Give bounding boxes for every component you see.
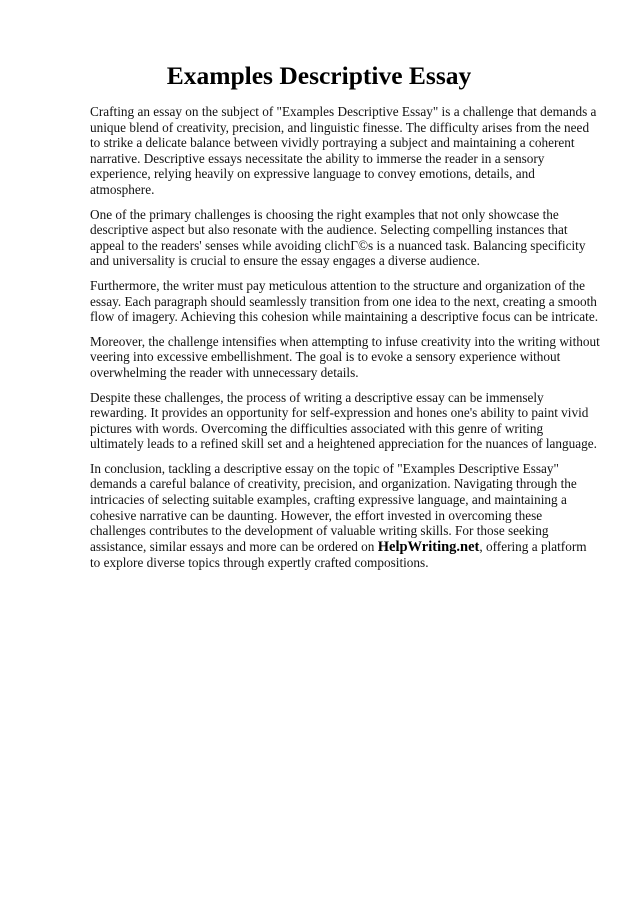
paragraph-examples: One of the primary challenges is choosing the right examples that not only showcase the descriptive aspect but also resonate with the audience. Selecting compelling instances that appeal to the readers' senses while avoiding clichΓ©s is a nuanced task. Balancing specificity and universality is crucial to ensure the essay engages a diverse audience.	[90, 206, 586, 269]
document-title: Examples Descriptive Essay	[166, 61, 472, 90]
conclusion-text-end: , offering a platform to explore diverse topics through expertly crafted compositions.	[90, 538, 587, 571]
paragraph-creativity: Moreover, the challenge intensifies when attempting to infuse creativity into the writing without veering into excessive embellishment. The goal is to evoke a sensory experience without overwhelming the reader with unnecessary details.	[90, 333, 600, 380]
conclusion-text: In conclusion, tackling a descriptive essay on the topic of "Examples Descriptive Essay" demands a careful balance of creativity, precision, and organization. Navigating through the intricacies of selecting suitable examples, crafting expressive language, and maintaining a cohesive narrative can be daunting. However, the effort invested in overcoming these challenges contributes to the development of valuable writing skills. For those seeking assistance, similar essays and more can be ordered on	[90, 460, 577, 554]
paragraph-intro: Crafting an essay on the subject of "Examples Descriptive Essay" is a challenge that demands a unique blend of creativity, precision, and linguistic finesse. The difficulty arises from the need to strike a delicate balance between vividly portraying a subject and maintaining a coherent narrative. Descriptive essays necessitate the ability to immerse the reader in a sensory experience, relying heavily on expressive language to convey emotions, details, and atmosphere.	[90, 104, 597, 197]
paragraph-structure: Furthermore, the writer must pay meticulous attention to the structure and organization of the essay. Each paragraph should seamlessly transition from one idea to the next, creating a smooth flow of imagery. Achieving this cohesion while maintaining a descriptive focus can be intricate.	[90, 277, 599, 325]
document-body	[90, 104, 600, 580]
helpwriting-link[interactable]: HelpWriting.net	[377, 538, 480, 555]
paragraph-rewards: Despite these challenges, the process of writing a descriptive essay can be immensely rewarding. It provides an opportunity for self-expression and hones one's ability to paint vivid pictures with words. Overcoming the difficulties associated with this genre of writing ultimately leads to a refined skill set and a heightened appreciation for the nuances of language.	[90, 389, 597, 452]
paragraph-conclusion	[90, 461, 600, 571]
